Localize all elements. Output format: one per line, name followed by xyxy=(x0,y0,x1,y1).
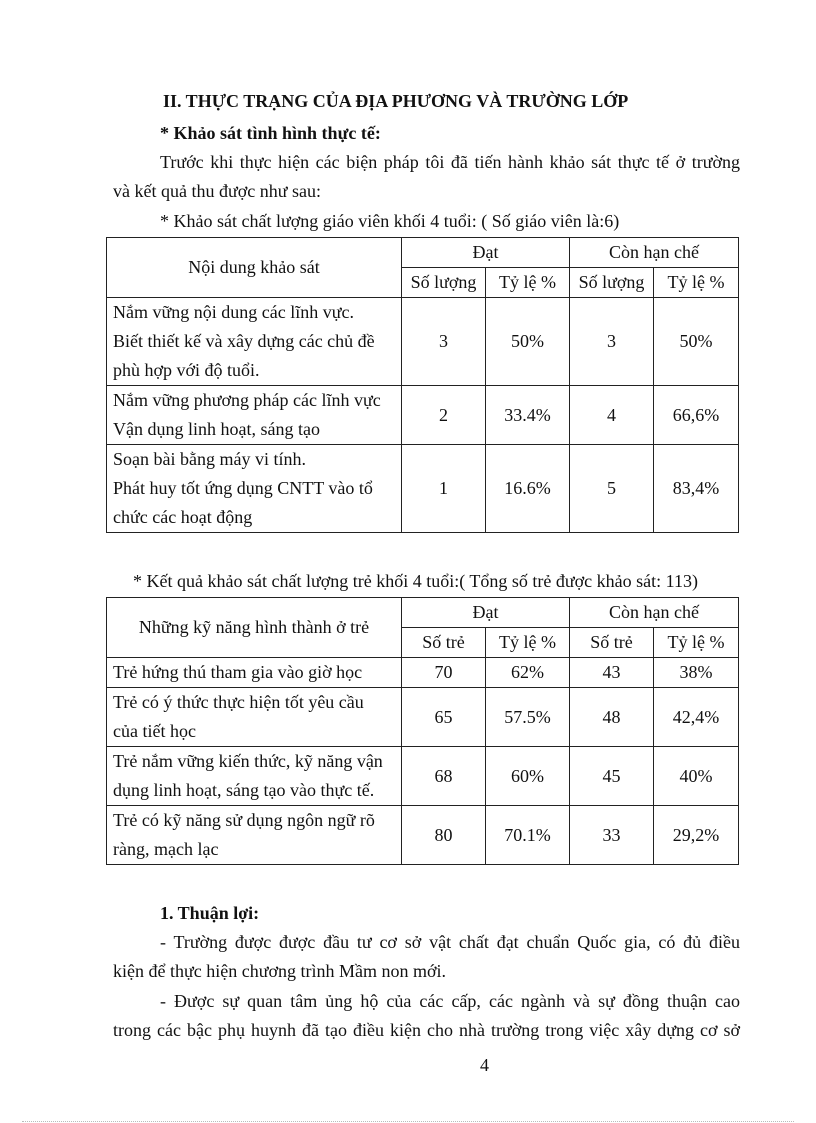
achieved-count: 70 xyxy=(402,658,486,688)
advantages-p1-line1: - Trường được được đầu tư cơ sở vật chất đạt chuẩn Quốc gia, có đủ điều xyxy=(160,932,740,952)
limited-percent: 42,4% xyxy=(654,688,739,747)
table-header-row xyxy=(107,598,739,628)
row-content-line: Nắm vững phương pháp các lĩnh vực xyxy=(113,390,381,410)
row-content-line: Trẻ có ý thức thực hiện tốt yêu cầu xyxy=(113,692,364,712)
header-percent-limited: Tỷ lệ % xyxy=(654,268,739,298)
row-content xyxy=(107,806,402,865)
footer-divider xyxy=(22,1121,794,1122)
row-content-line: dụng linh hoạt, sáng tạo vào thực tế. xyxy=(113,780,375,800)
achieved-percent: 70.1% xyxy=(486,806,570,865)
limited-percent: 66,6% xyxy=(654,386,739,445)
achieved-count: 68 xyxy=(402,747,486,806)
row-content-line: Trẻ nắm vững kiến thức, kỹ năng vận xyxy=(113,751,383,771)
page-number: 4 xyxy=(480,1055,489,1075)
limited-count: 43 xyxy=(570,658,654,688)
table-header-row xyxy=(107,238,739,268)
table-row xyxy=(107,747,739,806)
row-content-line: Nắm vững nội dung các lĩnh vực. xyxy=(113,302,354,322)
advantages-p2-line1: - Được sự quan tâm ủng hộ của các cấp, các ngành và sự đồng thuận cao xyxy=(160,991,740,1011)
table-row xyxy=(107,658,739,688)
row-content-line: Phát huy tốt ứng dụng CNTT vào tổ xyxy=(113,478,373,498)
header-count-limited: Số trẻ xyxy=(570,628,654,658)
achieved-count: 3 xyxy=(402,298,486,386)
row-content-line: ràng, mạch lạc xyxy=(113,839,219,859)
header-percent: Tỷ lệ % xyxy=(486,268,570,298)
achieved-count: 80 xyxy=(402,806,486,865)
teacher-survey-table xyxy=(106,237,739,533)
row-content-line: chức các hoạt động xyxy=(113,507,253,527)
header-percent-limited: Tỷ lệ % xyxy=(654,628,739,658)
table-row xyxy=(107,386,739,445)
teacher-table-caption: * Khảo sát chất lượng giáo viên khối 4 tuổi: ( Số giáo viên là:6) xyxy=(160,211,620,231)
limited-count: 3 xyxy=(570,298,654,386)
limited-count: 5 xyxy=(570,445,654,533)
row-content xyxy=(107,658,402,688)
limited-percent: 40% xyxy=(654,747,739,806)
row-content-line: phù hợp với độ tuổi. xyxy=(113,360,260,380)
header-count: Số lượng xyxy=(402,268,486,298)
table-row xyxy=(107,806,739,865)
child-survey-table xyxy=(106,597,739,865)
advantages-heading: 1. Thuận lợi: xyxy=(160,903,260,923)
advantages-p1-line2: kiện để thực hiện chương trình Mầm non mới. xyxy=(113,961,446,981)
limited-percent: 29,2% xyxy=(654,806,739,865)
intro-line-2: và kết quả thu được như sau: xyxy=(113,181,321,201)
achieved-count: 1 xyxy=(402,445,486,533)
header-percent: Tỷ lệ % xyxy=(486,628,570,658)
limited-percent: 38% xyxy=(654,658,739,688)
table-row xyxy=(107,688,739,747)
achieved-percent: 33.4% xyxy=(486,386,570,445)
achieved-count: 65 xyxy=(402,688,486,747)
achieved-percent: 62% xyxy=(486,658,570,688)
achieved-count: 2 xyxy=(402,386,486,445)
row-content-line: của tiết học xyxy=(113,721,196,741)
header-achieved: Đạt xyxy=(402,598,570,628)
row-content-line: Vận dụng linh hoạt, sáng tạo xyxy=(113,419,320,439)
achieved-percent: 60% xyxy=(486,747,570,806)
header-content: Nội dung khảo sát xyxy=(107,238,402,298)
row-content-line: Trẻ hứng thú tham gia vào giờ học xyxy=(113,662,363,682)
limited-count: 48 xyxy=(570,688,654,747)
section-title: II. THỰC TRẠNG CỦA ĐỊA PHƯƠNG VÀ TRƯỜNG LỚP xyxy=(163,91,629,111)
row-content xyxy=(107,298,402,386)
limited-count: 45 xyxy=(570,747,654,806)
row-content xyxy=(107,747,402,806)
achieved-percent: 57.5% xyxy=(486,688,570,747)
row-content xyxy=(107,445,402,533)
row-content-line: Trẻ có kỹ năng sử dụng ngôn ngữ rõ xyxy=(113,810,375,830)
row-content xyxy=(107,386,402,445)
advantages-p2-line2: trong các bậc phụ huynh đã tạo điều kiện cho nhà trường trong việc xây dựng cơ sở xyxy=(113,1020,740,1040)
child-table-caption: * Kết quả khảo sát chất lượng trẻ khối 4 tuổi:( Tổng số trẻ được khảo sát: 113) xyxy=(133,571,698,591)
intro-line-1: Trước khi thực hiện các biện pháp tôi đã tiến hành khảo sát thực tế ở trường xyxy=(160,152,740,172)
row-content xyxy=(107,688,402,747)
achieved-percent: 16.6% xyxy=(486,445,570,533)
limited-count: 4 xyxy=(570,386,654,445)
header-count: Số trẻ xyxy=(402,628,486,658)
row-content-line: Biết thiết kế và xây dựng các chủ đề xyxy=(113,331,375,351)
header-achieved: Đạt xyxy=(402,238,570,268)
achieved-percent: 50% xyxy=(486,298,570,386)
header-count-limited: Số lượng xyxy=(570,268,654,298)
table-row xyxy=(107,298,739,386)
limited-count: 33 xyxy=(570,806,654,865)
header-content: Những kỹ năng hình thành ở trẻ xyxy=(107,598,402,658)
table-row xyxy=(107,445,739,533)
header-limited: Còn hạn chế xyxy=(570,598,739,628)
header-limited: Còn hạn chế xyxy=(570,238,739,268)
row-content-line: Soạn bài bằng máy vi tính. xyxy=(113,449,306,469)
limited-percent: 83,4% xyxy=(654,445,739,533)
survey-heading: * Khảo sát tình hình thực tế: xyxy=(160,123,381,143)
limited-percent: 50% xyxy=(654,298,739,386)
